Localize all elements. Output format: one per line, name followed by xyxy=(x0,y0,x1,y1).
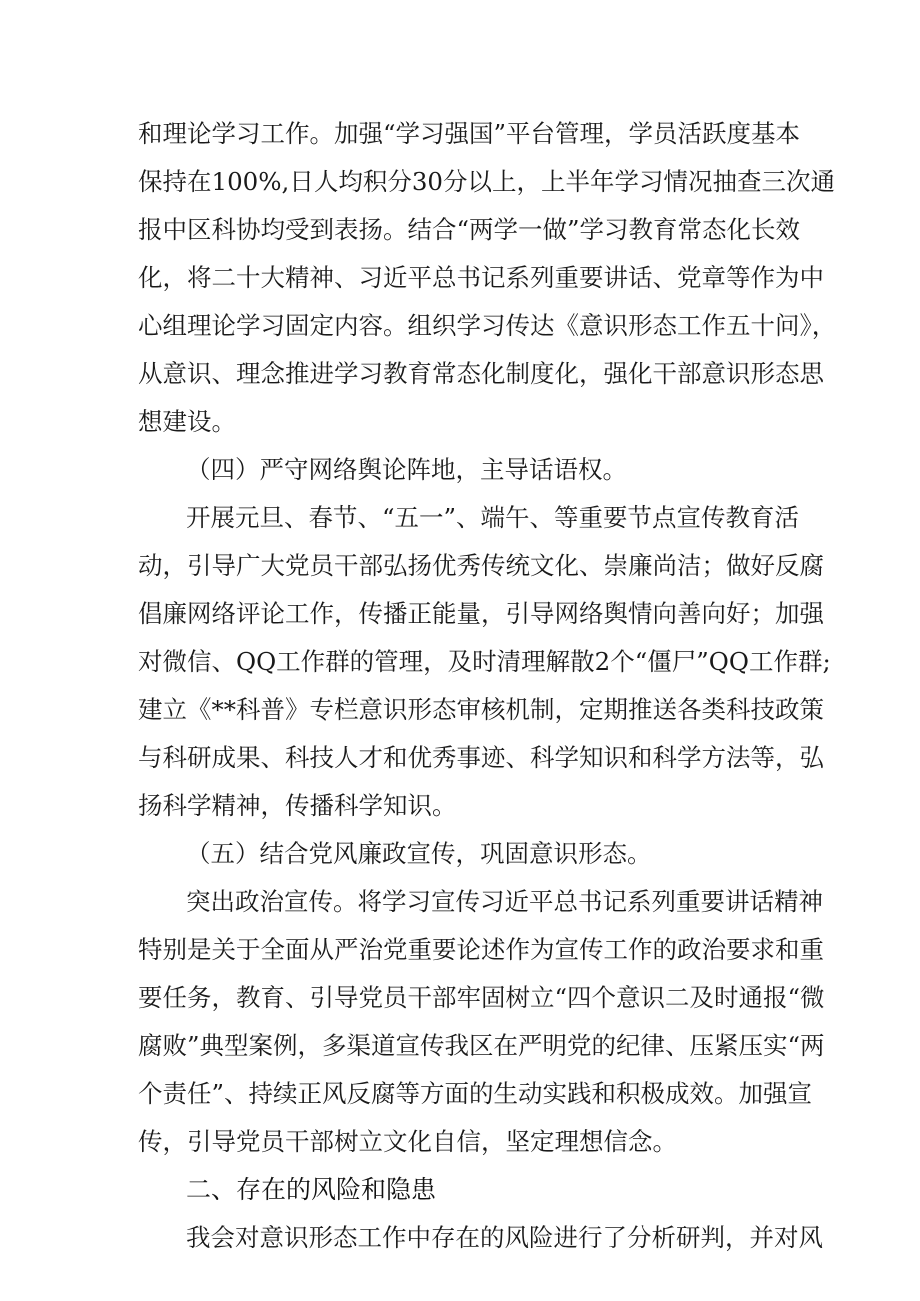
body-text-line: 保持在100%,日人均积分30分以上，上半年学习情况抽查三次通 xyxy=(138,167,836,196)
body-text-line: 心组理论学习固定内容。组织学习传达《意识形态工作五十问》， xyxy=(138,311,837,340)
body-text-line: 突出政治宣传。将学习宣传习近平总书记系列重要讲话精神 xyxy=(186,887,823,916)
body-text-line: 想建设。 xyxy=(138,407,236,436)
body-text-line: 与科研成果、科技人才和优秀事迹、科学知识和科学方法等，弘 xyxy=(138,743,824,772)
body-text-line: 化，将二十大精神、习近平总书记系列重要讲话、党章等作为中 xyxy=(138,263,824,292)
body-text-line: 对微信、QQ工作群的管理，及时清理解散2个“僵尸”QQ工作群; xyxy=(138,647,831,676)
body-text-line: 动，引导广大党员干部弘扬优秀传统文化、崇廉尚洁；做好反腐 xyxy=(138,551,824,580)
body-text-line: 传，引导党员干部树立文化自信，坚定理想信念。 xyxy=(138,1127,677,1156)
body-text-line: 报中区科协均受到表扬。结合“两学一做”学习教育常态化长效 xyxy=(138,215,801,244)
body-text-line: 开展元旦、春节、“五一”、端午、等重要节点宣传教育活 xyxy=(186,503,800,532)
body-text-line: 特别是关于全面从严治党重要论述作为宣传工作的政治要求和重 xyxy=(138,935,824,964)
body-text-line: 腐败”典型案例，多渠道宣传我区在严明党的纪律、压紧压实“两 xyxy=(138,1031,825,1060)
body-text-line: 倡廉网络评论工作，传播正能量，引导网络舆情向善向好；加强 xyxy=(138,599,824,628)
body-text-line: 建立《**科普》专栏意识形态审核机制，定期推送各类科技政策 xyxy=(138,695,824,724)
body-text-line: 个责任”、持续正风反腐等方面的生动实践和积极成效。加强宣 xyxy=(138,1079,813,1108)
section-heading-5: （五）结合党风廉政宣传，巩固意识形态。 xyxy=(186,839,652,868)
body-text-line: 从意识、理念推进学习教育常态化制度化，强化干部意识形态思 xyxy=(138,359,824,388)
section-heading-4: （四）严守网络舆论阵地，主导话语权。 xyxy=(186,455,627,484)
body-text-line: 要任务，教育、引导党员干部牢固树立“四个意识二及时通报“微 xyxy=(138,983,825,1012)
body-text-line: 和理论学习工作。加强“学习强国”平台管理，学员活跃度基本 xyxy=(138,119,801,148)
chapter-heading: 二、存在的风险和隐患 xyxy=(186,1175,437,1204)
body-text-line: 扬科学精神，传播科学知识。 xyxy=(138,791,457,820)
body-text-line: 我会对意识形态工作中存在的风险进行了分析研判，并对风 xyxy=(186,1223,823,1252)
